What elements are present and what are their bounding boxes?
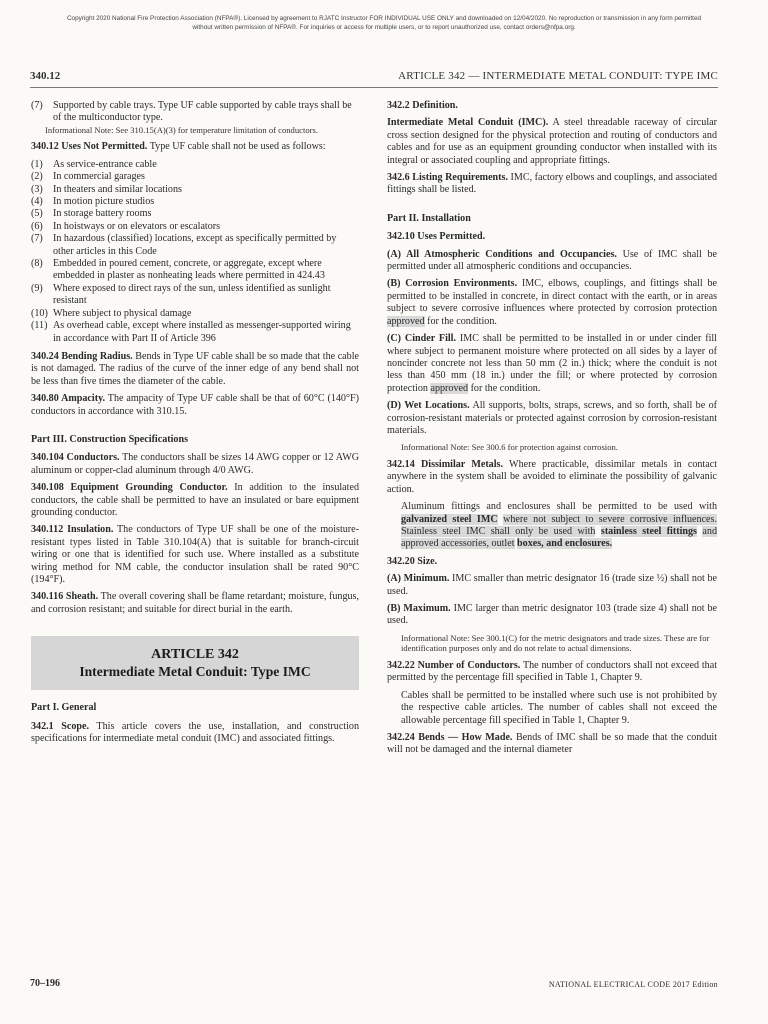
copyright-notice	[20, 14, 748, 32]
subsection-a-atmospheric: (A) All Atmospheric Conditions and Occupancies. Use of IMC shall be permitted under all atmospheric conditions and occupancies.	[387, 248, 718, 273]
copyright-line-2: without written permission of NFPA®. For inquiries or access for multiple users, or to report unauthorized use, contact orders@nfpa.org.	[192, 24, 576, 31]
subsection-b-maximum: (B) Maximum. IMC larger than metric designator 103 (trade size 4) shall not be used.	[387, 603, 717, 627]
list-item	[31, 159, 359, 171]
list-item-text: In motion picture studios	[53, 196, 155, 208]
section-342-1: 342.1 Scope. This article covers the use, installation, and construction specifications for intermediate metal conduit (IMC) and associated fittings.	[31, 720, 360, 745]
list-item-text: In commercial garages	[53, 171, 145, 183]
section-340-12: 340.12 Uses Not Permitted. Type UF cable shall not be used as follows:	[31, 141, 326, 153]
list-item	[31, 320, 359, 345]
section-340-112: 340.112 Insulation. The conductors of Type UF shall be one of the moisture-resistant types listed in Table 310.104(A) that is suitable for branch-circuit wiring or one that is identified for such use. Where installed as a substitute wiring method for NM cable, the conductor insulation shall be rated 90°C (194°F).	[31, 524, 360, 585]
list-item	[31, 283, 359, 308]
list-item-text: Where exposed to direct rays of the sun, unless identified as sunlight resistant	[53, 282, 331, 307]
imc-definition: Intermediate Metal Conduit (IMC). A steel threadable raceway of circular cross section designed for the physical protection and routing of conductors and cables and for use as an equipment grounding conductor when installed with its integral or associated coupling and appropriate fittings.	[387, 117, 717, 166]
list-item	[31, 196, 359, 208]
page-number: 70–196	[30, 978, 60, 989]
header-article-title: ARTICLE 342 — INTERMEDIATE METAL CONDUIT: TYPE IMC	[398, 70, 718, 82]
part-1-heading: Part I. General	[31, 702, 97, 714]
list-item-number: (8)	[31, 258, 43, 270]
informational-note: Informational Note: See 300.1(C) for the metric designators and trade sizes. These are for identification purposes only and do not relate to actual dimensions.	[401, 632, 710, 654]
list-item-number: (3)	[31, 183, 43, 195]
list-item-text: In hazardous (classified) locations, except as specifically permitted by other articles in this Code	[53, 233, 337, 257]
list-item-text: Where subject to physical damage	[53, 307, 192, 319]
article-number: ARTICLE 342	[151, 647, 239, 663]
footer-edition: NATIONAL ELECTRICAL CODE 2017 Edition	[548, 980, 718, 989]
section-342-22: 342.22 Number of Conductors. The number of conductors shall not exceed that permitted by the percentage fill specified in Table 1, Chapter 9.	[387, 660, 718, 684]
uses-not-permitted-list	[31, 159, 359, 345]
right-column	[387, 100, 717, 762]
list-item	[31, 221, 359, 233]
copyright-line-1: Copyright 2020 National Fire Protection Association (NFPA®). Licensed by agreement to RJATC Instructor FOR INDIVIDUAL USE ONLY and downloaded on 12/04/2020. No reproduction or transmission in any form permitted	[66, 15, 702, 22]
informational-note: Informational Note: See 300.6 for protection against corrosion.	[401, 442, 618, 453]
cables-paragraph: Cables shall be permitted to be installed where such use is not prohibited by the respective cable articles. The number of cables shall not exceed the allowable percentage fill specified in Table 1, Chapter 9.	[401, 689, 717, 726]
subsection-c-cinder-fill: (C) Cinder Fill. IMC shall be permitted to be installed in or under cinder fill where subject to permanent moisture where protected on all sides by a layer of noncinder concrete not less than 50 mm (2 in.) thick; where the conduit is not less than 450 mm (18 in.) under the fill; or where protected by corrosion protection approved for the condition.	[387, 333, 717, 394]
list-item-number: (1)	[31, 158, 43, 170]
section-342-2: 342.2 Definition.	[387, 100, 458, 111]
list-item-number: (11)	[31, 320, 48, 332]
section-340-116: 340.116 Sheath. The overall covering shall be flame retardant; moisture, fungus, and corrosion resistant; and suitable for direct burial in the earth.	[31, 591, 359, 615]
highlight-approved: approved	[430, 382, 469, 394]
part-3-heading: Part III. Construction Specifications	[31, 433, 189, 445]
subsection-a-minimum: (A) Minimum. IMC smaller than metric designator 16 (trade size ½) shall not be used.	[387, 573, 717, 597]
section-340-104: 340.104 Conductors. The conductors shall be sizes 14 AWG copper or 12 AWG aluminum or copper-clad aluminum through 4/0 AWG.	[31, 452, 360, 476]
section-342-24: 342.24 Bends — How Made. Bends of IMC shall be so made that the conduit will not be damaged and the internal diameter	[387, 732, 717, 756]
list-item-text: As overhead cable, except where installed as messenger-supported wiring in accordance with Part II of Article 396	[53, 320, 351, 344]
list-item	[31, 308, 359, 320]
header-rule	[30, 87, 718, 88]
list-item-number: (6)	[31, 220, 43, 232]
section-342-14: 342.14 Dissimilar Metals. Where practicable, dissimilar metals in contact anywhere in the system shall be avoided to eliminate the possibility of galvanic action.	[387, 458, 718, 495]
section-342-10: 342.10 Uses Permitted.	[387, 231, 486, 243]
list-item-number: (4)	[31, 196, 43, 208]
list-item	[31, 171, 359, 183]
section-340-24: 340.24 Bending Radius. Bends in Type UF cable shall be so made that the cable is not damaged. The radius of the curve of the inner edge of any bend shall not be less than five times the diameter of the cable.	[31, 350, 359, 387]
list-item-number: (7)	[31, 233, 43, 245]
list-item: (7) Supported by cable trays. Type UF cable supported by cable trays shall be of the multiconductor type.	[31, 100, 352, 124]
list-item-text: Embedded in poured cement, concrete, or aggregate, except where embedded in plaster as nonheating leads where permitted in 424.43	[53, 258, 325, 282]
section-340-80: 340.80 Ampacity. The ampacity of Type UF cable shall be that of 60°C (140°F) conductors in accordance with 310.15.	[31, 393, 359, 417]
list-item	[31, 258, 359, 283]
section-340-108: 340.108 Equipment Grounding Conductor. In addition to the insulated conductors, the cable shall be permitted to have an insulated or bare equipment grounding conductor.	[31, 482, 359, 518]
list-item-number: (5)	[31, 208, 43, 220]
section-342-20: 342.20 Size.	[387, 555, 438, 567]
list-item-number: (9)	[31, 282, 43, 294]
article-title-box	[31, 636, 359, 690]
list-item-number: (2)	[31, 171, 43, 183]
aluminum-fittings-paragraph: Aluminum fittings and enclosures shall be permitted to be used with galvanized steel IMC where not subject to severe corrosive influences. Stainless steel IMC shall only be used with stainless steel fittings and approved accessories, outlet boxes, and enclosures.	[401, 501, 717, 550]
header-section-number: 340.12	[30, 70, 61, 82]
list-item-text: As service-entrance cable	[53, 158, 157, 170]
informational-note: Informational Note: See 310.15(A)(3) for temperature limitation of conductors.	[45, 124, 319, 135]
list-item-text: In hoistways or on elevators or escalators	[53, 220, 221, 232]
highlight-approved: approved	[387, 315, 425, 327]
subsection-d-wet-locations: (D) Wet Locations. All supports, bolts, straps, screws, and so forth, shall be of corrosion-resistant materials or protected against corrosion by corrosion-resistant materials.	[387, 400, 717, 436]
section-342-6: 342.6 Listing Requirements. IMC, factory elbows and couplings, and associated fittings shall be listed.	[387, 172, 717, 196]
list-item-text: In storage battery rooms	[53, 208, 152, 220]
left-column	[31, 100, 359, 750]
subsection-b-corrosion: (B) Corrosion Environments. IMC, elbows, couplings, and fittings shall be permitted to be installed in concrete, in direct contact with the earth, or in areas subject to severe corrosive influences where protected by corrosion protection approved for the condition.	[387, 278, 717, 327]
article-name: Intermediate Metal Conduit: Type IMC	[79, 664, 311, 680]
list-item-text: In theaters and similar locations	[53, 183, 182, 195]
part-2-heading: Part II. Installation	[387, 212, 471, 224]
list-item	[31, 233, 359, 258]
list-item	[31, 184, 359, 196]
list-item	[31, 208, 359, 220]
list-item-number: (10)	[31, 307, 48, 319]
